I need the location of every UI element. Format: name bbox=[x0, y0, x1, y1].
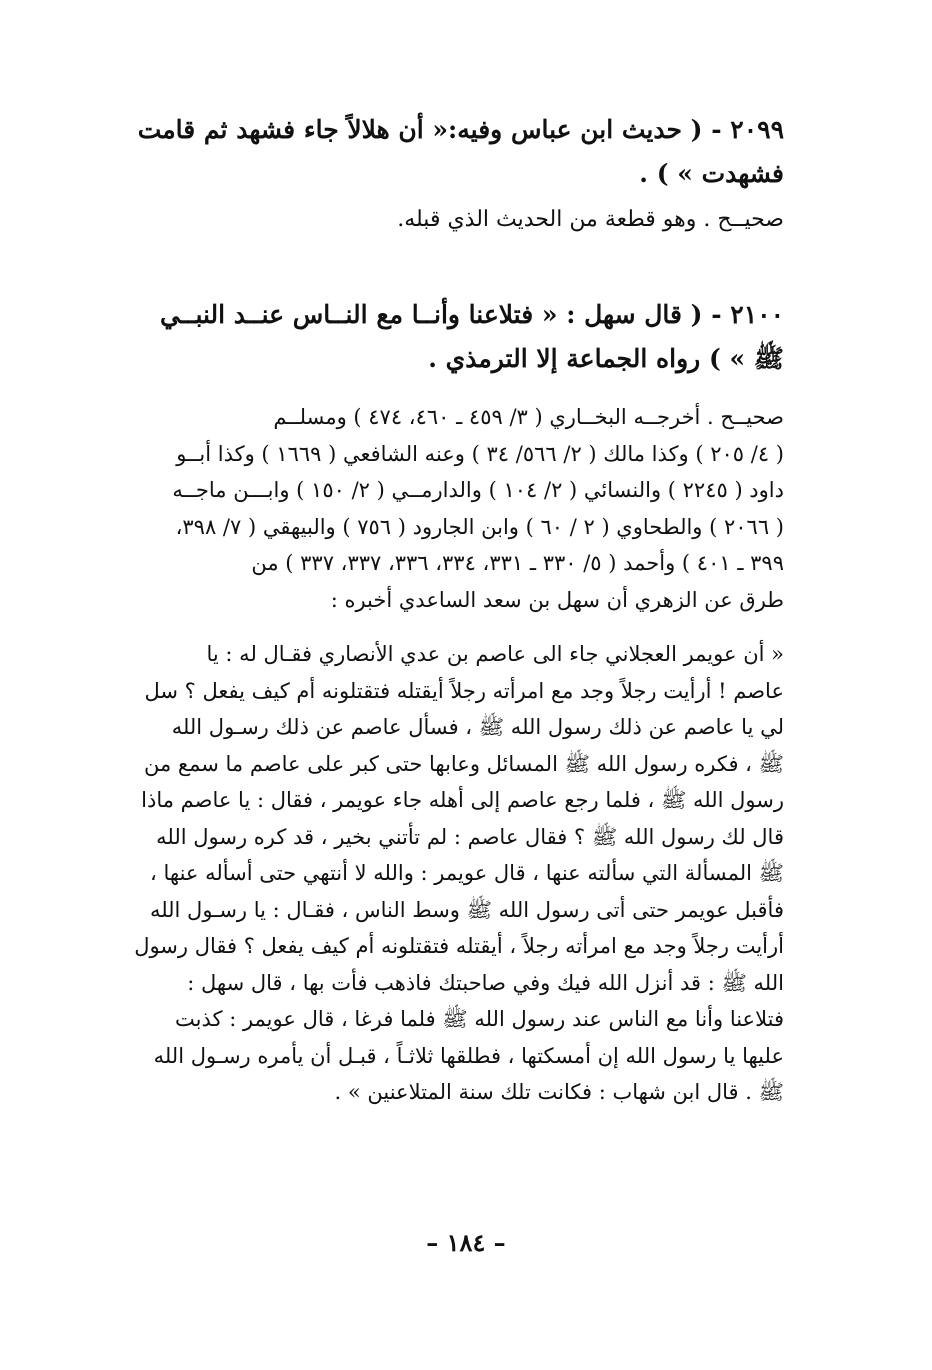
text-line: ٢٠٩٩ - ( حديث ابن عباس وفيه:« أن هلالاً جاء فشهد ثم قامت bbox=[137, 115, 784, 144]
hadith-2100-heading bbox=[100, 293, 784, 381]
text-line: داود ( ٢٢٤٥ ) والنسائي ( ٢/ ١٠٤ ) والدارمــي ( ٢/ ١٥٠ ) وابـــن ماجــه bbox=[172, 478, 784, 502]
text-line: ﷺ . قال ابن شهاب : فكانت تلك سنة المتلاعنين » . bbox=[334, 1080, 784, 1104]
text-line: ﷺ » ) رواه الجماعة إلا الترمذي . bbox=[428, 344, 784, 373]
text-line: « أن عويمر العجلاني جاء الى عاصم بن عدي الأنصاري فقـال له : يا bbox=[206, 642, 784, 666]
text-line: ٢١٠٠ - ( قال سهل : « فتلاعنا وأنــا مع النــاس عنــد النبــي bbox=[159, 300, 784, 329]
hadith-2099-heading bbox=[100, 108, 784, 196]
text-line: عليها يا رسول الله إن أمسكتها ، فطلقها ثلاثـاً ، قبـل أن يأمره رسـول الله bbox=[153, 1043, 784, 1068]
text-line: قال لك رسول الله ﷺ ؟ فقال عاصم : لم تأتني بخير ، قد كره رسول الله bbox=[156, 824, 784, 849]
hadith-2099-verdict: صحيــح . وهو قطعة من الحديث الذي قبله. bbox=[397, 207, 784, 232]
text-line: طرق عن الزهري أن سهل بن سعد الساعدي أخبره : bbox=[330, 587, 784, 612]
hadith-2100-takhrij bbox=[100, 399, 784, 618]
text-line: فشهدت » ) . bbox=[639, 159, 784, 188]
text-line: لي يا عاصم عن ذلك رسول الله ﷺ ، فسأل عاصم عن ذلك رسـول الله bbox=[171, 715, 784, 739]
text-line: ( ٢٠٦٦ ) والطحاوي ( ٢ / ٦٠ ) وابن الجارود ( ٧٥٦ ) والبيهقي ( ٧/ ٣٩٨، bbox=[175, 514, 784, 539]
text-line: أرأيت رجلاً وجد مع امرأته رجلاً ، أيقتله فتقتلونه أم كيف يفعل ؟ فقال رسول bbox=[134, 934, 784, 958]
text-line: عاصم ! أرأيت رجلاً وجد مع امرأته رجلاً أيقتله فتقتلونه أم كيف يفعل ؟ سل bbox=[144, 678, 784, 703]
text-line: ( ٤/ ٢٠٥ ) وكذا مالك ( ٢/ ٥٦٦/ ٣٤ ) وعنه الشافعي ( ١٦٦٩ ) وكذا أبــو bbox=[176, 441, 784, 466]
text-line: ٣٩٩ ـ ٤٠١ ) وأحمد ( ٥/ ٣٣٠ ـ ٣٣١، ٣٣٤، ٣٣٦، ٣٣٧، ٣٣٧ ) من bbox=[251, 551, 784, 575]
page-number: – ١٨٤ – bbox=[426, 1228, 506, 1257]
text-line: رسول الله ﷺ ، فلما رجع عاصم إلى أهله جاء عويمر ، فقال : يا عاصم ماذا bbox=[141, 788, 784, 812]
text-line: فأقبل عويمر حتى أتى رسول الله ﷺ وسط الناس ، فقـال : يا رسـول الله bbox=[149, 897, 784, 922]
hadith-2100-quote bbox=[100, 636, 784, 1111]
text-line: الله ﷺ : قد أنزل الله فيك وفي صاحبتك فاذهب فأت بها ، قال سهل : bbox=[187, 970, 784, 995]
text-line: فتلاعنا وأنا مع الناس عند رسول الله ﷺ فلما فرغا ، قال عويمر : كذبت bbox=[175, 1007, 784, 1031]
text-line: ﷺ ، فكره رسول الله ﷺ المسائل وعابها حتى كبر على عاصم ما سمع من bbox=[144, 751, 784, 776]
text-line: صحيــح . أخرجــه البخــاري ( ٣/ ٤٥٩ ـ ٤٦٠، ٤٧٤ ) ومسلــم bbox=[273, 405, 784, 429]
text-line: ﷺ المسألة التي سألته عنها ، قال عويمر : والله لا أنتهي حتى أسأله عنها ، bbox=[150, 861, 784, 885]
